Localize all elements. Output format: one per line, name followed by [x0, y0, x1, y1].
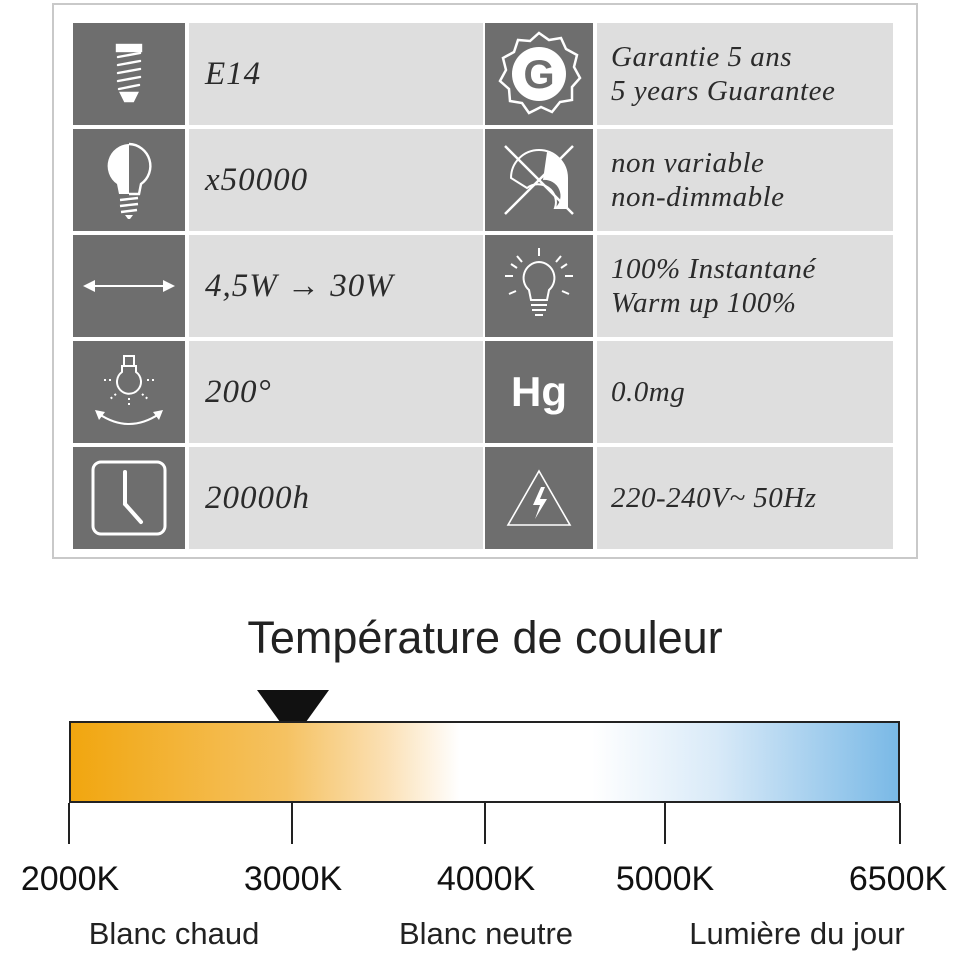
tick-label-3000k: 3000K — [243, 860, 343, 898]
lifetime-text: 20000h — [205, 479, 310, 516]
no-dimmer-icon — [485, 129, 593, 231]
dimmable-line-1: non variable — [611, 147, 765, 179]
tick-6500k — [899, 803, 901, 844]
dimmable-line-2: non-dimmable — [611, 181, 785, 213]
spec-warm-up-value — [597, 235, 893, 337]
voltage-warning-icon — [485, 447, 593, 549]
tick-label-4000k: 4000K — [436, 860, 536, 898]
tick-3000k — [291, 803, 293, 844]
spec-mercury-value — [597, 341, 893, 443]
tick-label-6500k: 6500K — [848, 860, 948, 898]
spec-guarantee-value — [597, 23, 893, 125]
mercury-icon — [485, 341, 593, 443]
spec-lifetime-value — [189, 447, 483, 549]
spec-voltage-value — [597, 447, 893, 549]
beam-angle-text: 200° — [205, 373, 272, 410]
guarantee-line-2: 5 years Guarantee — [611, 75, 836, 107]
color-temperature-gradient-bar — [69, 721, 900, 803]
tick-5000k — [664, 803, 666, 844]
warm-up-line-2: Warm up 100% — [611, 287, 797, 319]
mercury-symbol: Hg — [511, 368, 567, 415]
mercury-text: 0.0mg — [611, 376, 686, 408]
tick-label-2000k: 2000K — [20, 860, 120, 898]
spec-socket-value — [189, 23, 483, 125]
socket-text: E14 — [205, 55, 262, 92]
spec-table — [52, 3, 918, 559]
guarantee-seal-icon — [485, 23, 593, 125]
label-daylight: Lumière du jour — [689, 916, 905, 951]
instant-light-bulb-icon — [485, 235, 593, 337]
clock-icon — [73, 447, 185, 549]
wattage-text: 4,5W → 30W — [205, 267, 394, 304]
voltage-text: 220-240V~ 50Hz — [611, 482, 817, 514]
label-warm-white: Blanc chaud — [88, 916, 260, 951]
color-temperature-title: Température de couleur — [247, 612, 723, 663]
wattage-arrow-icon — [73, 235, 185, 337]
switch-cycles-bulb-icon — [73, 129, 185, 231]
bulb-base-icon — [73, 23, 185, 125]
warm-up-line-1: 100% Instantané — [611, 253, 816, 285]
spec-wattage-value — [189, 235, 483, 337]
spec-dimmable-value — [597, 129, 893, 231]
tick-label-5000k: 5000K — [615, 860, 715, 898]
spec-switch-cycles-value — [189, 129, 483, 231]
switch-cycles-text: x50000 — [205, 161, 309, 198]
tick-4000k — [484, 803, 486, 844]
svg-text:G: G — [523, 53, 555, 97]
beam-angle-icon — [73, 341, 185, 443]
tick-2000k — [68, 803, 70, 844]
label-neutral-white: Blanc neutre — [398, 916, 574, 951]
guarantee-line-1: Garantie 5 ans — [611, 41, 792, 73]
spec-beam-angle-value — [189, 341, 483, 443]
